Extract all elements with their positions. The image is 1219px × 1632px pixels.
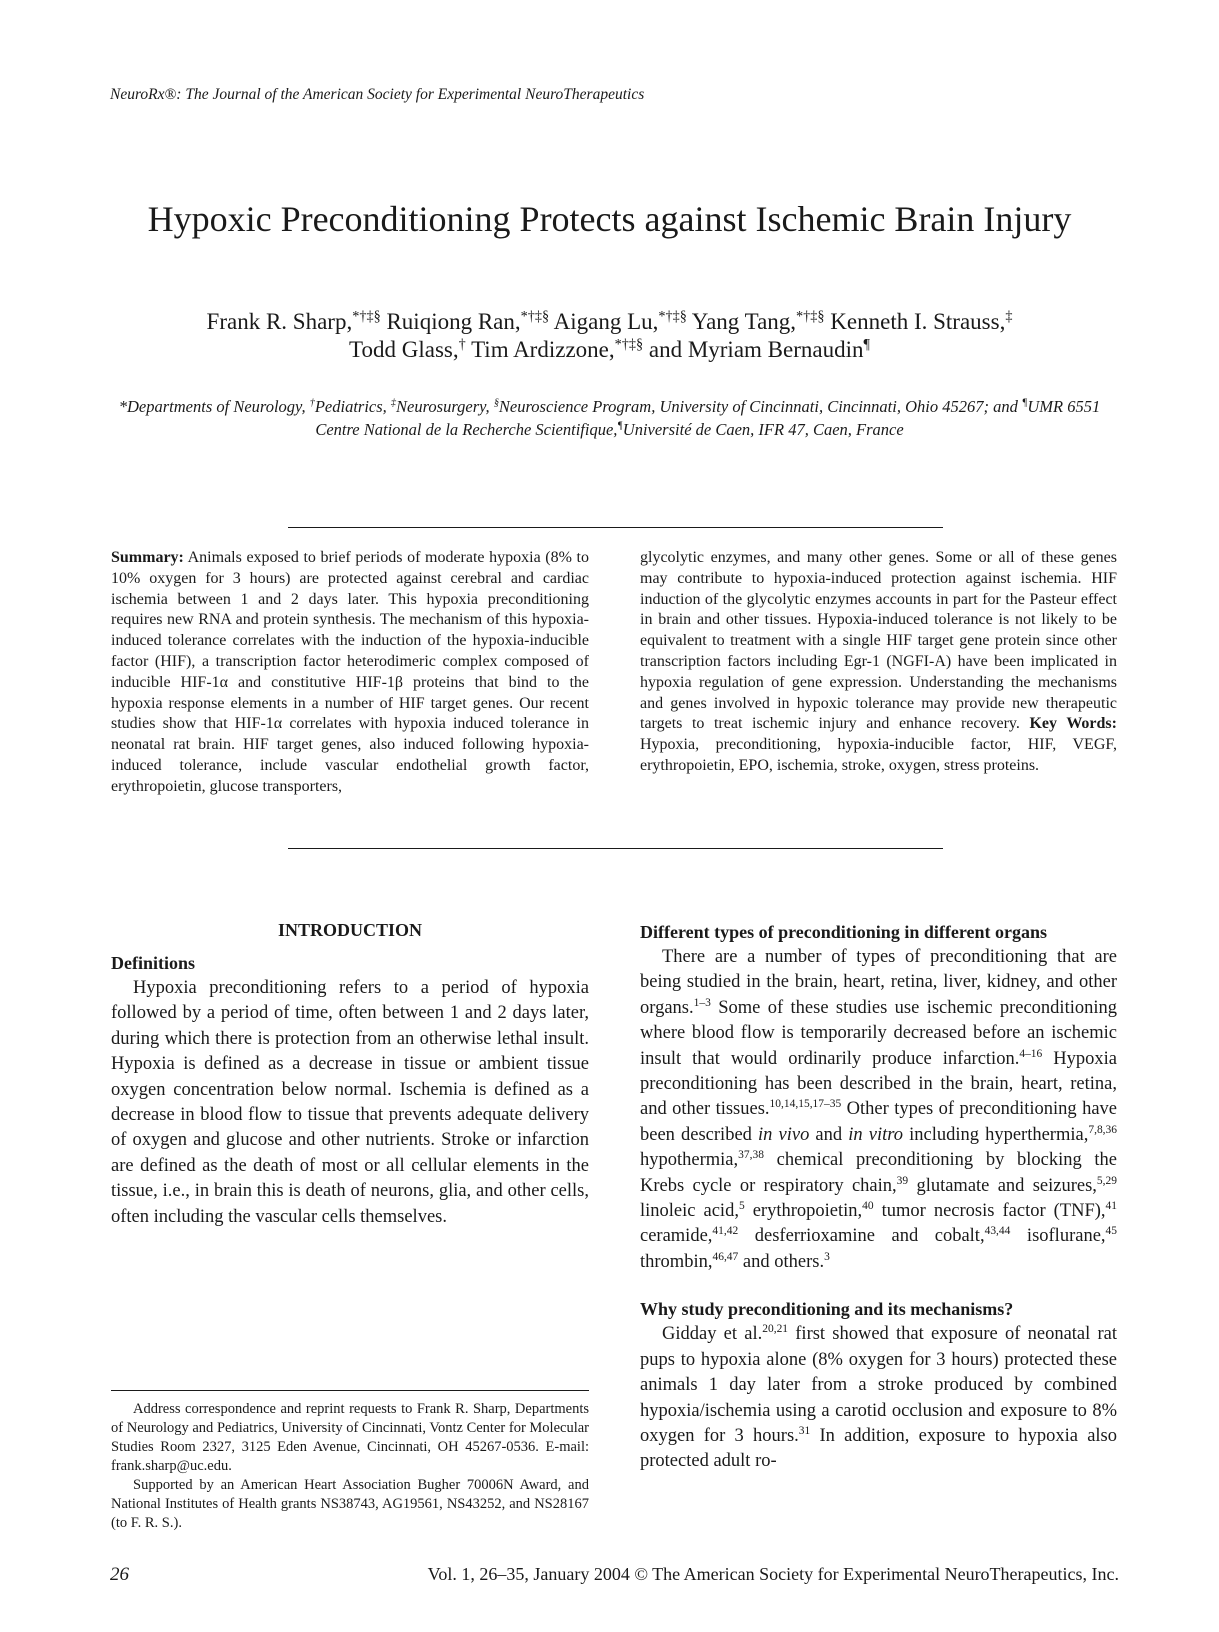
affiliations xyxy=(100,395,1119,441)
reference: 5,29 xyxy=(1096,1174,1117,1187)
paragraph-text: desferrioxamine and cobalt, xyxy=(738,1226,985,1247)
reference: 37,38 xyxy=(738,1149,764,1162)
paragraph-text: chemical preconditioning by blocking the Krebs cycle or respiratory chain, xyxy=(640,1150,1117,1196)
affiliation-mark: ‡ xyxy=(390,397,397,409)
affiliation-text: UMR 6551 Centre National de la Recherche Scientifique, xyxy=(315,397,1101,439)
paragraph-text: In addition, exposure to hypoxia also protected adult ro- xyxy=(640,1425,1117,1472)
author-affiliation-mark: *†‡§ xyxy=(520,308,550,325)
paragraph-text: Gidday et al. xyxy=(662,1324,763,1345)
keywords-text: Hypoxia, preconditioning, hypoxia-inducible factor, HIF, VEGF, erythropoietin, EPO, ischemia, stroke, oxygen, stress proteins. xyxy=(640,736,1117,774)
footer-citation: Vol. 1, 26–35, January 2004 © The American Society for Experimental NeuroTherapeutics, Inc. xyxy=(427,1564,1119,1584)
author-affiliation-mark: *†‡§ xyxy=(352,308,381,325)
author-name: Aigang Lu, xyxy=(549,309,659,334)
reference: 3 xyxy=(824,1250,830,1263)
italic-text: in vivo xyxy=(758,1124,810,1145)
paragraph-text: and xyxy=(809,1124,849,1145)
author-name: Ruiqiong Ran, xyxy=(380,309,521,334)
reference: 4–16 xyxy=(1019,1047,1043,1060)
abstract-right-column xyxy=(640,548,1117,777)
why-paragraph xyxy=(640,1322,1117,1474)
summary-label: Summary: xyxy=(111,549,184,566)
reference: 46,47 xyxy=(712,1250,739,1263)
affiliation-text: Neuroscience Program, University of Cincinnati, Cincinnati, Ohio 45267; and xyxy=(498,397,1022,416)
footnotes xyxy=(111,1400,589,1533)
abstract-left-column xyxy=(111,548,589,798)
reference: 1–3 xyxy=(693,996,711,1009)
subsection-heading-definitions: Definitions xyxy=(111,953,196,973)
author-affiliation-mark: *†‡§ xyxy=(658,308,687,325)
author-name: Frank R. Sharp, xyxy=(206,309,353,334)
italic-text: in vitro xyxy=(848,1124,903,1145)
paragraph-text: hypothermia, xyxy=(640,1150,739,1171)
reference: 5 xyxy=(738,1199,745,1212)
subsection-heading-types: Different types of preconditioning in different organs xyxy=(640,922,1047,942)
footnote-funding: Supported by an American Heart Association Bugher 70006N Award, and National Institutes of Health grants NS38743, AG19561, NS43252, and NS28167 (to F. R. S.). xyxy=(111,1477,589,1531)
author-affiliation-mark: *†‡§ xyxy=(614,336,644,353)
author-name: Yang Tang, xyxy=(686,309,797,334)
author-name: Tim Ardizzone, xyxy=(465,337,615,362)
paragraph-text: ceramide, xyxy=(640,1226,713,1247)
reference: 7,8,36 xyxy=(1088,1123,1118,1136)
paragraph-text: including hyperthermia, xyxy=(903,1124,1089,1145)
footnote-rule xyxy=(111,1390,589,1391)
affiliation-text: *Departments of Neurology, xyxy=(118,397,310,416)
right-column xyxy=(640,920,1117,1475)
reference: 31 xyxy=(798,1424,811,1437)
subsection-heading-why: Why study preconditioning and its mechanisms? xyxy=(640,1299,1014,1320)
reference: 43,44 xyxy=(984,1225,1011,1238)
page-number: 26 xyxy=(110,1564,129,1585)
affiliation-text: Université de Caen, IFR 47, Caen, France xyxy=(622,420,904,439)
author-name: Kenneth I. Strauss, xyxy=(824,309,1006,334)
author-list xyxy=(0,308,1219,364)
footnote-correspondence: Address correspondence and reprint requests to Frank R. Sharp, Departments of Neurology and Pediatrics, University of Cincinnati, Vontz Center for Molecular Studies Room 2327, 3125 Eden Avenue, Cincinnati, OH 45267-0536. E-mail: frank.sharp@uc.edu. xyxy=(111,1401,589,1474)
article-title: Hypoxic Preconditioning Protects against Ischemic Brain Injury xyxy=(147,199,1072,239)
affiliation-text: Pediatrics, xyxy=(314,397,391,416)
author-affiliation-mark: † xyxy=(458,336,466,353)
reference: 41 xyxy=(1105,1199,1118,1212)
paragraph-text: tumor necrosis factor (TNF), xyxy=(873,1201,1106,1222)
left-column xyxy=(111,920,589,1230)
abstract-text: Animals exposed to brief periods of moderate hypoxia (8% to 10% oxygen for 3 hours) are protected against cerebral and cardiac ischemia between 1 and 2 days later. This hypoxia preconditioning requires new RNA and protein synthesis. The mechanism of this hypoxia-induced tolerance correlates with the induction of the hypoxia-inducible factor (HIF), a transcription factor heterodimeric complex composed of inducible HIF-1α and constitutive HIF-1β proteins that bind to the hypoxia response elements in a number of HIF target genes. Our recent studies show that HIF-1α correlates with hypoxia induced tolerance in neonatal rat brain. HIF target genes, also induced following hypoxia-induced tolerance, include vascular endothelial growth factor, erythropoietin, glucose transporters, xyxy=(111,549,589,795)
paragraph-text: There are a number of types of preconditioning that are being studied in the brain, heart, retina, liver, kidney, and other organs. xyxy=(640,947,1117,1018)
paragraph-text: isoflurane, xyxy=(1010,1226,1106,1247)
paragraph-text: Some of these studies use ischemic preconditioning where blood flow is temporarily decreased before an ischemic insult that would ordinarily produce infarction. xyxy=(640,997,1117,1069)
paragraph-text: and others. xyxy=(738,1251,825,1272)
author-name: and Myriam Bernaudin xyxy=(643,337,864,362)
affiliation-mark: § xyxy=(493,397,499,409)
paragraph-text: Other types of preconditioning have been described xyxy=(640,1099,1118,1145)
journal-header: NeuroRx®: The Journal of the American Society for Experimental NeuroTherapeutics xyxy=(110,86,645,103)
affiliation-mark: ¶ xyxy=(1021,397,1028,409)
paragraph-text: thrombin, xyxy=(640,1251,713,1272)
keywords-label: Key Words: xyxy=(1019,715,1117,733)
affiliation-mark: ¶ xyxy=(617,420,623,432)
abstract-bottom-rule xyxy=(288,848,943,849)
reference: 40 xyxy=(862,1199,874,1212)
section-heading-introduction: INTRODUCTION xyxy=(277,920,423,940)
paragraph-text: first showed that exposure of neonatal rat pups to hypoxia alone (8% oxygen for 3 hours) protected these animals 1 day later from a stroke produced by combined hypoxia/ischemia using a carotid occlusion and exposure to 8% oxygen for 3 hours. xyxy=(640,1324,1117,1446)
reference: 41,42 xyxy=(712,1225,739,1238)
author-affiliation-mark: ¶ xyxy=(863,336,870,353)
reference: 20,21 xyxy=(762,1323,789,1336)
reference: 10,14,15,17–35 xyxy=(769,1098,842,1111)
paragraph-text: glutamate and seizures, xyxy=(908,1175,1097,1196)
abstract-text: glycolytic enzymes, and many other genes. Some or all of these genes may contribute to hypoxia-induced protection against ischemia. HIF induction of the glycolytic enzymes accounts in part for the Pasteur effect in brain and other tissues. Hypoxia-induced tolerance is not likely to be equivalent to treatment with a single HIF target gene protein since other transcription factors including Egr-1 (NGFI-A) have been implicated in hypoxia regulation of gene expression. Understanding the mechanisms and genes involved in hypoxic tolerance may provide new therapeutic targets to treat ischemic injury and enhance recovery. xyxy=(640,549,1117,733)
affiliation-mark: † xyxy=(309,397,315,409)
types-paragraph xyxy=(640,945,1117,1275)
abstract-top-rule xyxy=(288,527,943,528)
reference: 39 xyxy=(896,1174,909,1187)
paragraph-text: Hypoxia preconditioning has been described in the brain, heart, retina, and other tissues. xyxy=(640,1048,1118,1120)
author-affiliation-mark: ‡ xyxy=(1005,308,1013,325)
paragraph-text: erythropoietin, xyxy=(744,1201,863,1222)
author-affiliation-mark: *†‡§ xyxy=(796,308,825,325)
author-name: Todd Glass, xyxy=(349,337,459,362)
reference: 45 xyxy=(1105,1225,1117,1238)
definitions-paragraph: Hypoxia preconditioning refers to a period of hypoxia followed by a period of time, often between 1 and 2 days later, during which there is protection from an otherwise lethal insult. Hypoxia is defined as a decrease in tissue or ambient tissue oxygen concentration below normal. Ischemia is defined as a decrease in blood flow to tissue that prevents adequate delivery of oxygen and glucose and other nutrients. Stroke or infarction are defined as the death of most or all cellular elements in the tissue, i.e., in brain this is death of neurons, glia, and other cells, often including the vascular cells themselves. xyxy=(111,978,589,1227)
paragraph-text: linoleic acid, xyxy=(640,1201,739,1222)
affiliation-text: Neurosurgery, xyxy=(396,397,494,416)
